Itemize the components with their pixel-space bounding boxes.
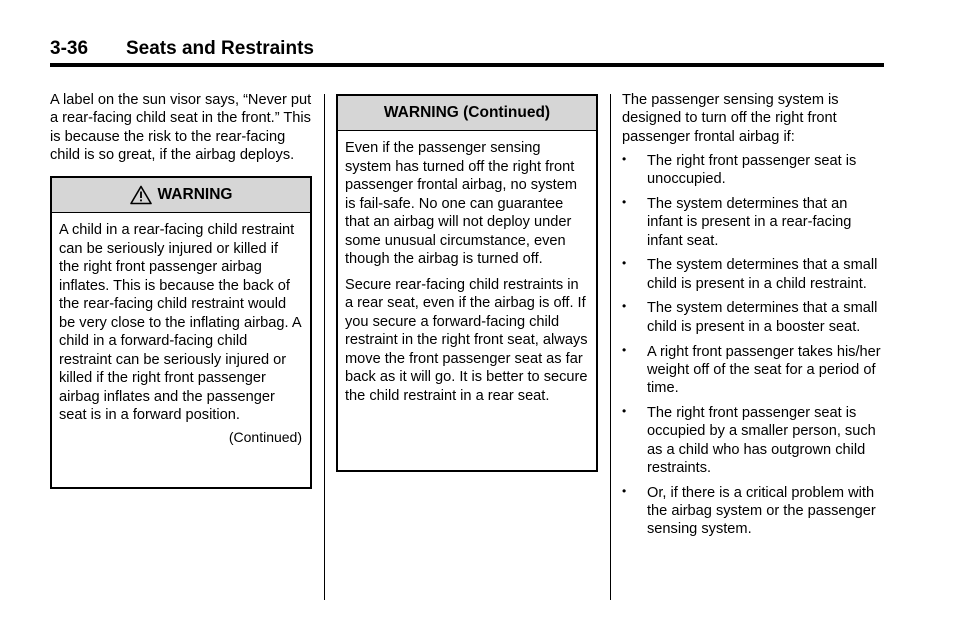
warning-text: A child in a rear-facing child restraint can be seriously injured or killed if the right front passenger airbag inflates. This is because the back of the rear-facing child restraint would be very close to the inflating airbag. A child in a forward-facing child restraint can be seriously injured or killed if the right front passenger airbag inflates and the passenger seat is in a forward position.	[59, 222, 301, 424]
bullet-icon: •	[622, 194, 627, 209]
list-item: • The system determines that a small child is present in a booster seat.	[622, 299, 878, 335]
bullet-icon: •	[622, 151, 627, 166]
list-item: • Or, if there is a critical problem with the airbag system or the passenger sensing system.	[622, 483, 876, 538]
lead-paragraph: The passenger sensing system is designed to turn off the right front passenger frontal airbag if:	[622, 92, 839, 145]
list-item: • The right front passenger seat is unoccupied.	[622, 151, 857, 188]
bullet-icon: •	[622, 342, 627, 357]
list-item: • The right front passenger seat is occupied by a smaller person, such as a child who has outgrown child restraints.	[622, 403, 876, 476]
warning-continued-header	[338, 96, 596, 131]
warning-header	[52, 178, 310, 213]
column-divider-1	[324, 94, 325, 600]
condition-list	[622, 152, 884, 539]
bullet-icon: •	[622, 403, 627, 418]
list-item: • The system determines that an infant is present in a rear-facing infant seat.	[622, 194, 852, 249]
intro-paragraph: A label on the sun visor says, “Never put a rear-facing child seat in the front.” This is because the risk to the rear-facing child is so great, if the airbag deploys.	[50, 92, 312, 163]
warning-continued-title: WARNING (Continued)	[383, 104, 551, 121]
column-divider-2	[610, 94, 611, 600]
bullet-icon: •	[622, 483, 627, 498]
page-header	[50, 38, 884, 68]
bullet-icon: •	[622, 256, 627, 271]
column-2	[336, 94, 598, 472]
header-rule	[50, 63, 884, 67]
column-1	[50, 91, 312, 489]
section-title: Seats and Restraints	[126, 38, 314, 59]
warning-continued-box	[336, 94, 598, 472]
list-item: • A right front passenger takes his/her weight off of the seat for a period of time.	[622, 342, 881, 397]
warning-body	[52, 213, 310, 451]
list-item: • The system determines that a small child is present in a child restraint.	[622, 256, 878, 292]
warning-paragraph-1: Even if the passenger sensing system has turned off the right front passenger frontal airbag, no system is fail-safe. No one can guarantee that an airbag will not deploy under some unusual circumstance, even though the airbag is turned off.	[345, 140, 578, 267]
warning-continued-body	[338, 131, 596, 411]
warning-triangle-icon	[130, 185, 152, 205]
warning-title: WARNING	[157, 186, 233, 204]
warning-box	[50, 176, 312, 489]
page-number: 3-36	[50, 38, 89, 59]
continued-label: (Continued)	[228, 428, 302, 445]
bullet-icon: •	[622, 299, 627, 314]
column-3	[622, 91, 884, 545]
warning-paragraph-2: Secure rear-facing child restraints in a rear seat, even if the airbag is off. If you secure a forward-facing child restraint in the right front seat, always move the front passenger seat as far back as it will go. It is better to secure the child restraint in a rear seat.	[345, 276, 588, 404]
